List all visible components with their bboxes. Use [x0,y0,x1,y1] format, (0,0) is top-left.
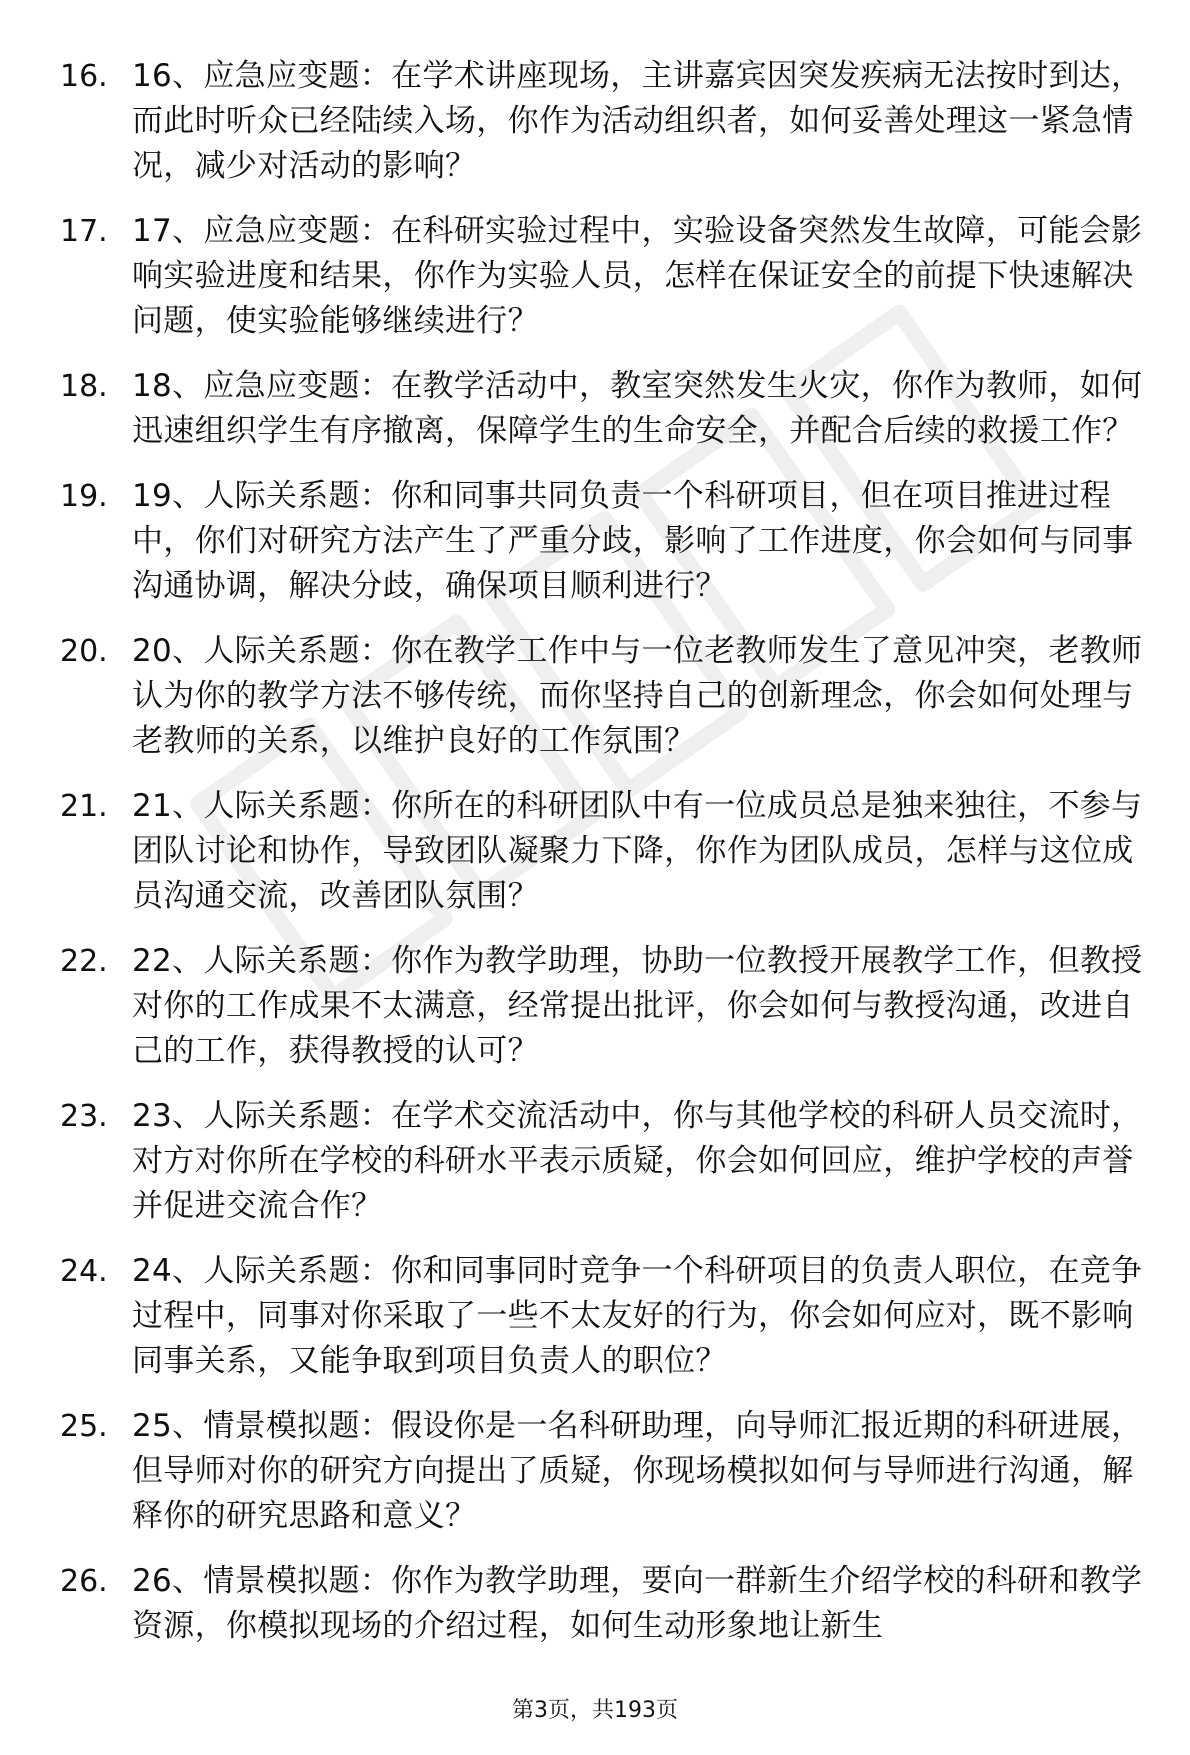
question-item [60,1249,1150,1384]
question-item [60,1094,1150,1229]
page-footer: 第3页，共193页 [512,1698,678,1723]
question-item [60,629,1150,764]
question-number: 17. [60,214,108,249]
question-number: 18. [60,369,108,404]
question-item [60,1404,1150,1539]
question-text: 21、人际关系题：你所在的科研团队中有一位成员总是独来独往，不参与团队讨论和协作，导致团队凝聚力下降，你作为团队成员，怎样与这位成员沟通交流，改善团队氛围？ [132,788,1143,914]
question-number: 21. [60,789,108,824]
question-text: 20、人际关系题：你在教学工作中与一位老教师发生了意见冲突，老教师认为你的教学方法不够传统，而你坚持自己的创新理念，你会如何处理与老教师的关系，以维护良好的工作氛围？ [132,633,1143,759]
question-text: 24、人际关系题：你和同事同时竞争一个科研项目的负责人职位，在竞争过程中，同事对你采取了一些不太友好的行为，你会如何应对，既不影响同事关系，又能争取到项目负责人的职位？ [132,1253,1143,1379]
question-text: 25、情景模拟题：假设你是一名科研助理，向导师汇报近期的科研进展，但导师对你的研究方向提出了质疑，你现场模拟如何与导师进行沟通，解释你的研究思路和意义？ [132,1408,1143,1534]
question-text: 16、应急应变题：在学术讲座现场，主讲嘉宾因突发疾病无法按时到达，而此时听众已经陆续入场，你作为活动组织者，如何妥善处理这一紧急情况，减少对活动的影响？ [132,58,1143,184]
question-text: 19、人际关系题：你和同事共同负责一个科研项目，但在项目推进过程中，你们对研究方法产生了严重分歧，影响了工作进度，你会如何与同事沟通协调，解决分歧，确保项目顺利进行？ [132,478,1134,604]
question-number: 19. [60,479,108,514]
question-item [60,939,1150,1074]
question-number: 16. [60,59,108,94]
question-item [60,209,1150,344]
question-number: 20. [60,634,108,669]
question-item [60,474,1150,609]
question-item [60,784,1150,919]
question-text: 18、应急应变题：在教学活动中，教室突然发生火灾，你作为教师，如何迅速组织学生有序撤离，保障学生的生命安全，并配合后续的救援工作？ [132,368,1143,449]
question-number: 24. [60,1254,108,1289]
question-list [60,54,1150,1669]
question-item [60,54,1150,189]
question-text: 22、人际关系题：你作为教学助理，协助一位教授开展教学工作，但教授对你的工作成果不太满意，经常提出批评，你会如何与教授沟通，改进自己的工作，获得教授的认可？ [132,943,1143,1069]
question-text: 26、情景模拟题：你作为教学助理，要向一群新生介绍学校的科研和教学资源，你模拟现场的介绍过程，如何生动形象地让新生 [132,1563,1143,1644]
question-text: 17、应急应变题：在科研实验过程中，实验设备突然发生故障，可能会影响实验进度和结果，你作为实验人员，怎样在保证安全的前提下快速解决问题，使实验能够继续进行？ [132,213,1143,339]
question-item [60,1559,1150,1649]
question-item [60,364,1150,454]
question-number: 25. [60,1409,108,1444]
question-number: 22. [60,944,108,979]
question-number: 23. [60,1099,108,1134]
question-text: 23、人际关系题：在学术交流活动中，你与其他学校的科研人员交流时，对方对你所在学校的科研水平表示质疑，你会如何回应，维护学校的声誉并促进交流合作？ [132,1098,1143,1224]
question-number: 26. [60,1564,108,1599]
